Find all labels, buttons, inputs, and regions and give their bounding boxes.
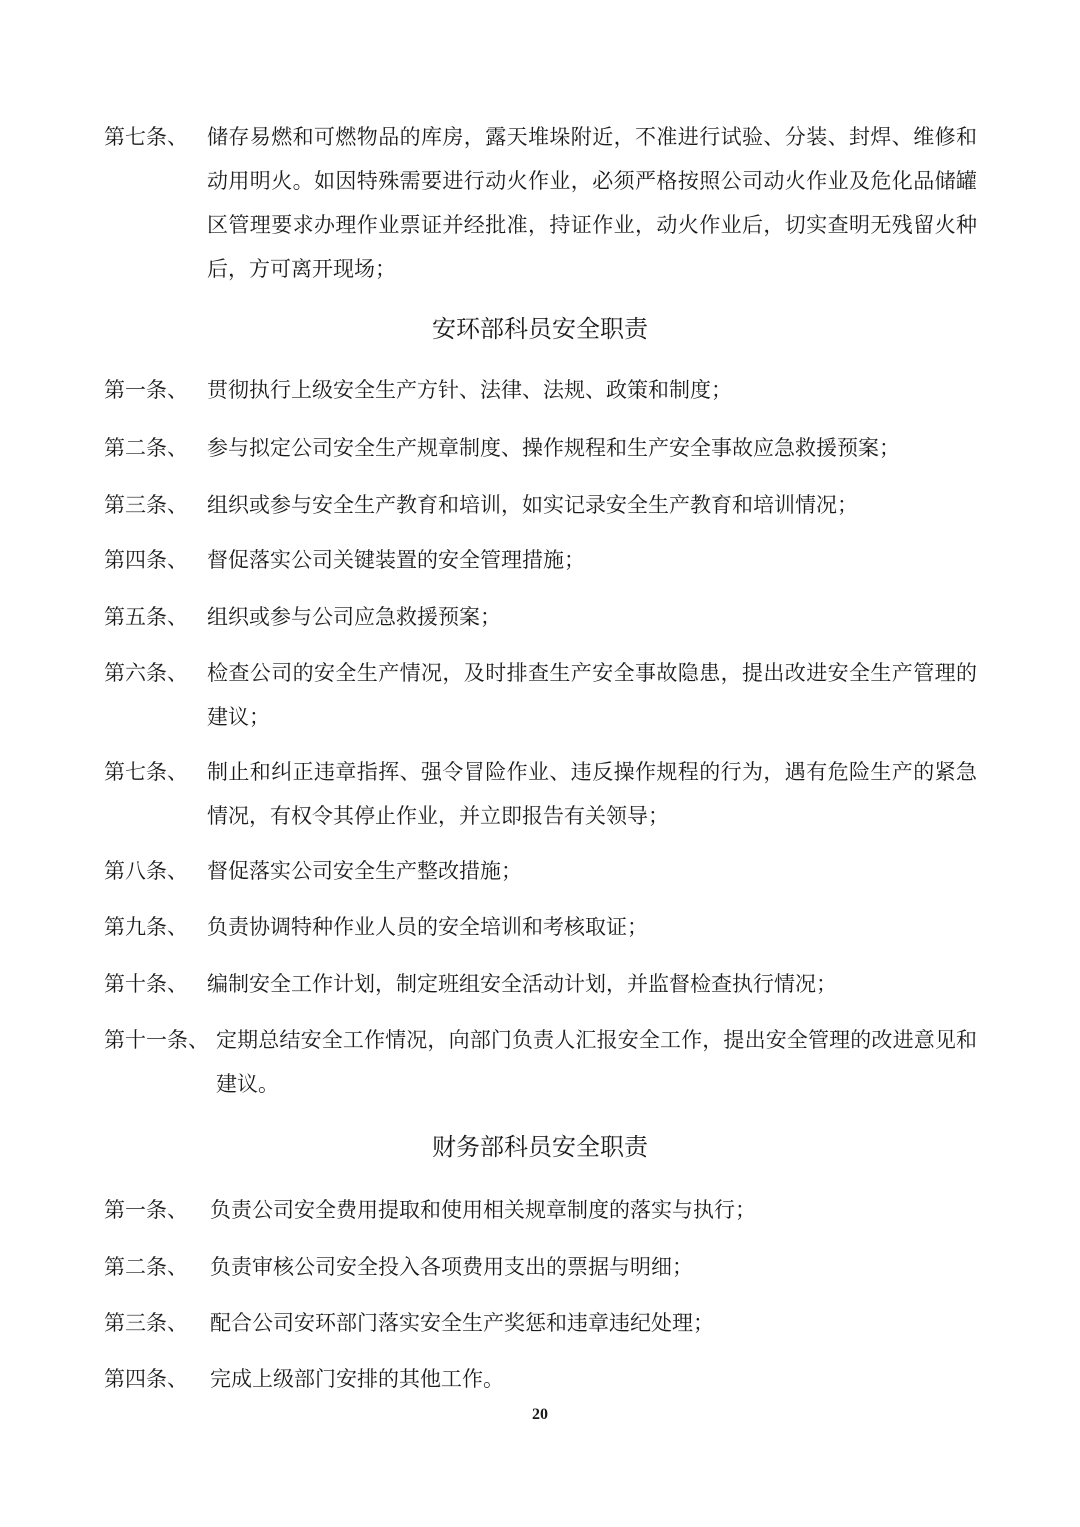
article-text: 贯彻执行上级安全生产方针、法律、法规、政策和制度；: [207, 378, 732, 402]
article-label: 第四条、: [104, 1367, 188, 1391]
article-text: 组织或参与安全生产教育和培训，如实记录安全生产教育和培训情况；: [207, 493, 858, 517]
article-label: 第九条、: [104, 915, 188, 939]
page-number: 20: [532, 1406, 548, 1423]
article-label: 第四条、: [104, 548, 188, 572]
article-text: 负责协调特种作业人员的安全培训和考核取证；: [207, 915, 648, 939]
article-label: 第二条、: [104, 436, 188, 460]
article-text: 组织或参与公司应急救援预案；: [207, 605, 501, 629]
article-text: 完成上级部门安排的其他工作。: [210, 1367, 504, 1391]
article-label: 第一条、: [104, 1198, 188, 1222]
section-title-anhuan: 安环部科员安全职责: [432, 315, 648, 343]
article-text: 负责审核公司安全投入各项费用支出的票据与明细；: [210, 1255, 693, 1279]
article-text: 督促落实公司关键装置的安全管理措施；: [207, 548, 585, 572]
article-label: 第七条、: [104, 125, 188, 149]
article-label: 第八条、: [104, 859, 188, 883]
article-text: 定期总结安全工作情况，向部门负责人汇报安全工作，提出安全管理的改进意见和建议。: [216, 1028, 977, 1096]
article-label: 第十一条、: [104, 1028, 209, 1052]
article-label: 第二条、: [104, 1255, 188, 1279]
article-label: 第六条、: [104, 661, 188, 685]
article-label: 第一条、: [104, 378, 188, 402]
article-label: 第三条、: [104, 493, 188, 517]
article-text: 督促落实公司安全生产整改措施；: [207, 859, 522, 883]
article-text: 储存易燃和可燃物品的库房，露天堆垛附近，不准进行试验、分装、封焊、维修和动用明火。如因特殊需要进行动火作业，必须严格按照公司动火作业及危化品储罐区管理要求办理作业票证并经批准，持证作业，动火作业后，切实查明无残留火种后，方可离开现场；: [207, 125, 977, 281]
article-text: 编制安全工作计划，制定班组安全活动计划，并监督检查执行情况；: [207, 972, 837, 996]
article-label: 第七条、: [104, 760, 188, 784]
article-label: 第三条、: [104, 1311, 188, 1335]
article-text: 参与拟定公司安全生产规章制度、操作规程和生产安全事故应急救援预案；: [207, 436, 900, 460]
article-label: 第五条、: [104, 605, 188, 629]
article-text: 制止和纠正违章指挥、强令冒险作业、违反操作规程的行为，遇有危险生产的紧急情况，有权令其停止作业，并立即报告有关领导；: [207, 760, 977, 828]
article-label: 第十条、: [104, 972, 188, 996]
article-text: 检查公司的安全生产情况，及时排查生产安全事故隐患，提出改进安全生产管理的建议；: [207, 661, 977, 729]
section-title-caiwu: 财务部科员安全职责: [432, 1133, 648, 1161]
article-text: 负责公司安全费用提取和使用相关规章制度的落实与执行；: [210, 1198, 756, 1222]
article-text: 配合公司安环部门落实安全生产奖惩和违章违纪处理；: [210, 1311, 714, 1335]
